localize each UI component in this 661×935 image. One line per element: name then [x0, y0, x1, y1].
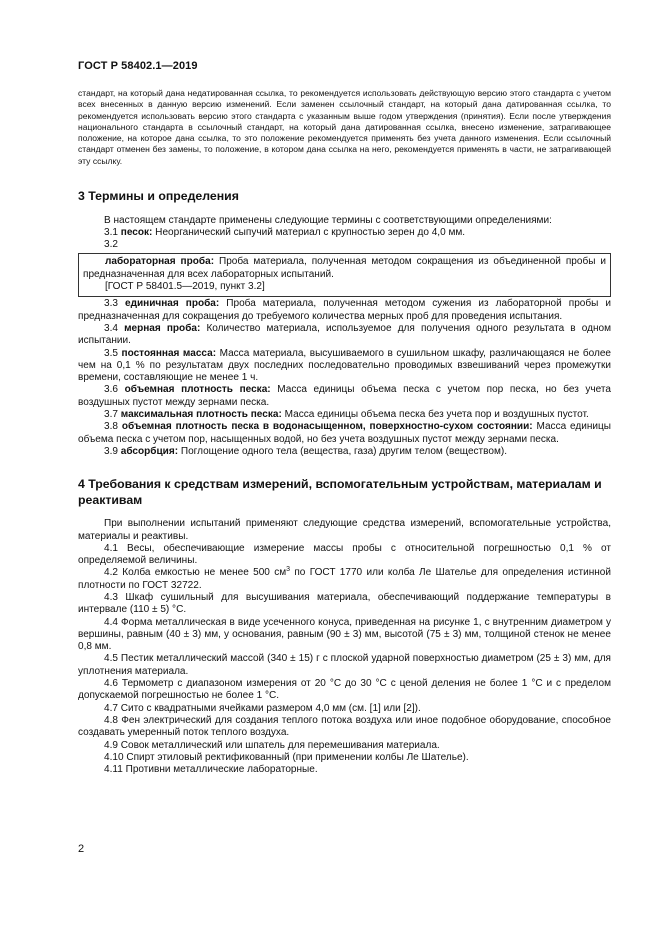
reference-note: стандарт, на который дана недатированная ссылка, то рекомендуется использовать действующую версию этого стандарта с учетом всех внесенных в данную версию изменений. Если заменен ссылочный стандарт, на который дана датированная ссылка, то рекомендуется использовать версию этого стандарта с указанным выше годом утверждения (принятия). Если после утверждения национального стандарта в ссылочный стандарт, на который дана датированная ссылка, внесено изменение, затрагивающее положение, на которое дана ссылка, то это положение рекомендуется применять без учета данного изменения. Если ссылочный стандарт отменен без замены, то положение, в котором дана ссылка на него, рекомендуется применять в части, не затрагивающей эту ссылку.: [78, 88, 611, 166]
term-3-8: [78, 421, 611, 446]
section-3-title: 3 Термины и определения: [78, 189, 239, 204]
term-name: объемная плотность песка:: [124, 384, 271, 396]
item-4-3: 4.3 Шкаф сушильный для высушивания материала, обеспечивающий поддержание температуры в интервале (110 ± 5) °С.: [78, 592, 611, 616]
item-4-11: 4.11 Противни металлические лабораторные.: [104, 764, 318, 776]
item-4-10: 4.10 Спирт этиловый ректификованный (при применении колбы Ле Шателье).: [104, 751, 469, 763]
item-4-7: 4.7 Сито с квадратными ячейками размером 4,0 мм (см. [1] или [2]).: [104, 702, 421, 714]
superscript: 3: [286, 566, 291, 574]
term-definition: Поглощение одного тела (вещества, газа) другим телом (веществом).: [178, 445, 508, 457]
term-name: абсорбция:: [120, 445, 179, 457]
item-4-9: 4.9 Совок металлический или шпатель для перемешивания материала.: [104, 739, 440, 751]
item-text: по ГОСТ 1770 или колба Ле Шателье для определения истинной плотности по ГОСТ 32722.: [78, 567, 611, 591]
document-header: ГОСТ Р 58402.1—2019: [78, 60, 198, 72]
term-3-3: [78, 298, 611, 323]
item-4-4: 4.4 Форма металлическая в виде усеченного конуса, приведенная на рисунке 1, с внутренним диаметром у вершины, равным (40 ± 3) мм, у основания, равным (90 ± 3) мм, высотой (75 ± 3) мм, толщиной стенок не менее 0,8 мм.: [78, 616, 611, 653]
quoted-term-box: [78, 253, 611, 297]
term-definition: Масса единицы объема песка с учетом пор песка, но без учета воздушных пустот между зернами песка.: [78, 384, 611, 408]
term-number: 3.8: [104, 421, 122, 433]
term-3-4: [78, 323, 611, 348]
term-name: лабораторная проба:: [105, 256, 215, 268]
item-4-1: 4.1 Весы, обеспечивающие измерение массы пробы с относительной погрешностью 0,1 % от определяемой величины.: [78, 542, 611, 567]
page-content: [78, 88, 611, 776]
section-4-title: 4 Требования к средствам измерений, вспомогательным устройствам, материалам и реактивам: [78, 477, 602, 507]
term-name: максимальная плотность песка:: [120, 409, 282, 421]
term-3-2-number: 3.2: [104, 239, 118, 251]
term-3-9: [78, 446, 611, 458]
term-3-6: [78, 384, 611, 409]
term-source: [ГОСТ Р 58401.5—2019, пункт 3.2]: [105, 281, 265, 293]
item-text: 4.2 Колба емкостью не менее 500 см: [104, 567, 287, 579]
term-3-7: [78, 409, 611, 421]
term-definition: Масса материала, высушиваемого в сушильном шкафу, различающаяся не более чем на 0,1 % по результатам двух последних последовательно проводимых взвешиваний через промежутки времени, составляющие не менее 1 ч.: [78, 347, 611, 384]
term-number: 3.9: [104, 445, 121, 457]
term-name: постоянная масса:: [121, 347, 217, 359]
term-number: 3.5: [104, 347, 122, 359]
term-3-5: [78, 348, 611, 385]
term-number: 3.6: [104, 384, 125, 396]
term-definition: Проба материала, полученная методом сокращения из объединенной пробы и предназначенная для всех лабораторных испытаний.: [83, 256, 606, 280]
term-definition: Масса единицы объема песка без учета пор и воздушных пустот.: [281, 409, 589, 421]
term-number: 3.4: [104, 322, 125, 334]
term-name: единичная проба:: [125, 298, 220, 310]
item-4-2: [78, 567, 611, 592]
term-definition: Проба материала, полученная методом сужения из лабораторной пробы и предназначенная для сокращения до требуемого количества мерных проб для проведения испытания.: [78, 298, 612, 322]
term-3-2: [83, 256, 606, 281]
term-definition: Неорганический сыпучий материал с крупностью зерен до 4,0 мм.: [152, 226, 466, 238]
item-4-5: 4.5 Пестик металлический массой (340 ± 15) г с плоской ударной поверхностью диаметром (25 ± 3) мм, для уплотнения материала.: [78, 653, 611, 677]
page-number: 2: [78, 843, 85, 855]
term-number: 3.7: [104, 409, 121, 421]
section-3-intro: В настоящем стандарте применены следующие термины с соответствующими определениями:: [104, 214, 552, 226]
term-name: объемная плотность песка в водонасыщенном, поверхностно-сухом состоянии:: [121, 421, 533, 433]
term-number: 3.1: [104, 226, 121, 238]
term-definition: Количество материала, используемое для получения одного результата в одном испытании.: [78, 322, 611, 347]
term-number: 3.3: [104, 298, 125, 310]
term-3-1: [78, 227, 611, 239]
item-4-6: 4.6 Термометр с диапазоном измерения от 20 °С до 30 °С с ценой деления не более 1 °С и с пределом допускаемой погрешностью не более 1 °С.: [78, 678, 611, 702]
section-4-intro: При выполнении испытаний применяют следующие средства измерений, вспомогательные устройства, материалы и реактивы.: [78, 518, 611, 542]
term-definition: Масса единицы объема песка с учетом пор, насыщенных водой, но без учета воздушных пустот между зернами песка.: [78, 421, 612, 445]
term-name: мерная проба:: [124, 322, 201, 334]
item-4-8: 4.8 Фен электрический для создания теплого потока воздуха или иное подобное оборудование, способное создавать умеренный поток теплого воздуха.: [78, 714, 611, 739]
term-name: песок:: [120, 226, 153, 238]
